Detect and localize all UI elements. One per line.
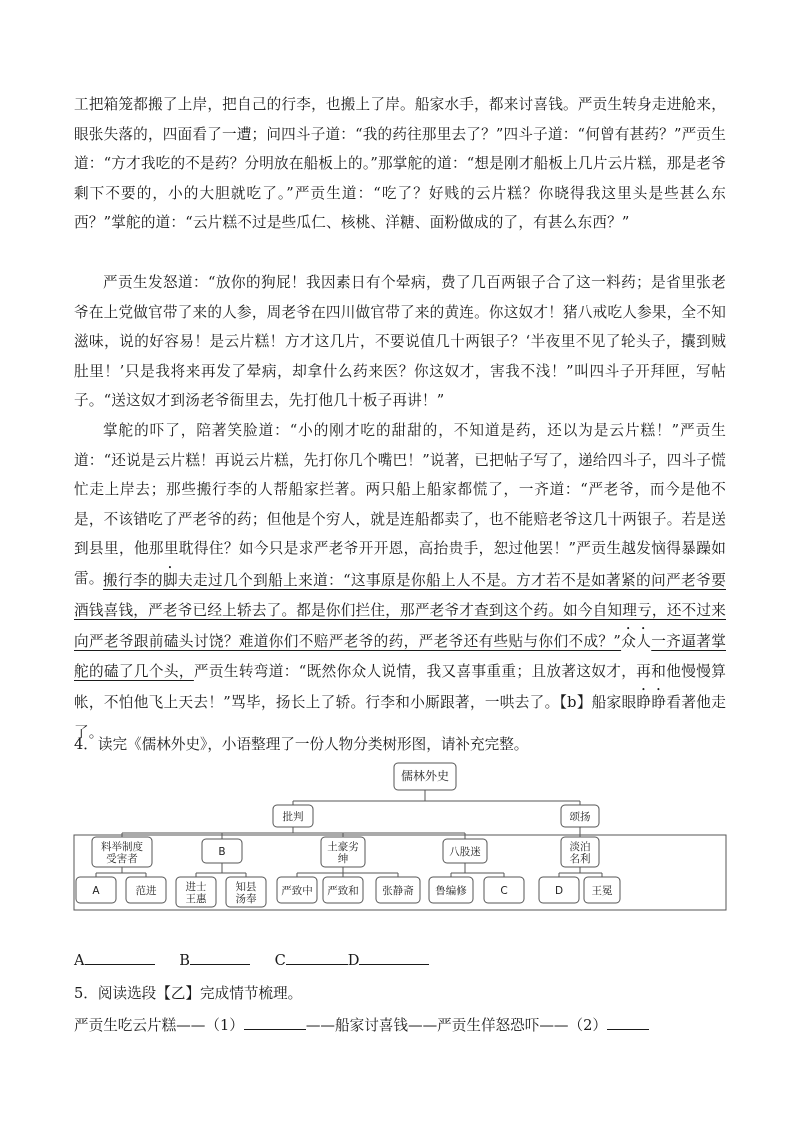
- tree-level2-label: 淡泊名利: [569, 841, 591, 865]
- underlined-text: 夫走过几个到船上来道：“这事原是你船上人不是。方才若不是如著紧的问严老爷要酒钱喜钱，严老爷已经上轿去了。都是你们拦住，那严老爷才查到这个药。如今自知理亏，还不过来向严老爷跟前磕头讨饶？难道你们不赔严老爷的药，严老爷还有些贴与你们不成？”: [74, 572, 726, 651]
- blank-b-input[interactable]: [190, 948, 250, 965]
- tree-level2-label: 八股迷: [449, 846, 481, 858]
- plot-chain-start: 严贡生吃云片糕——（1）: [74, 1017, 244, 1034]
- tree-leaf-label: A: [92, 885, 100, 897]
- paragraph-text: 严贡生转弯道：“既然你众人说情，我又喜事重重；且放著这奴才，再和他慢慢算帐，不怕他飞上天去！”骂毕，扬长上了轿。行李和小厮跟著，一哄去了。【b】船家眼: [74, 662, 726, 712]
- plot-chain-middle: ——船家讨喜钱——严贡生佯怒恐吓——（2）: [305, 1017, 607, 1034]
- paragraph-text: 掌舵的吓了，陪著笑脸道：“小的刚才吃的甜甜的，不知道是药，还以为是云片糕！”严贡生道：“还说是云片糕！再说云片糕，先打你几个嘴巴！”说著，已把帖子写了，递给四斗子，四斗子慌忙走上岸去；那些搬行李的人帮船家拦著。两只船上船家都慌了，一齐道：“严老爷，而今是他不是，不该错吃了严老爷的药；但他是个穷人，就是连船都卖了，也不能赔老爷这几十两银子。若是送到县里，他那里耽得住？如今只是求严老爷开开恩，高抬贵手，恕过他罢！”严贡生越发恼得暴躁如雷。: [74, 422, 726, 587]
- blank-d-input[interactable]: [359, 948, 429, 965]
- passage-paragraph-2: [74, 268, 726, 416]
- blank-label-c: C: [274, 952, 286, 969]
- character-tree-diagram: [0, 755, 800, 915]
- plot-blank-1-input[interactable]: [244, 1013, 306, 1030]
- tree-leaf-label: D: [554, 885, 564, 897]
- tree-leaf-label: 严致和: [327, 885, 359, 897]
- emphasized-char: 众人: [621, 633, 652, 651]
- tree-leaf-label: 张静斋: [382, 885, 414, 897]
- tree-leaf-label: 范进: [135, 885, 157, 897]
- tree-leaf-label: C: [500, 885, 508, 897]
- underlined-text: 搬行李的: [103, 572, 164, 589]
- blank-label-a: A: [74, 952, 85, 969]
- plot-blank-2-input[interactable]: [607, 1013, 649, 1030]
- emphasized-char: 脚: [163, 572, 179, 589]
- tree-level1-label: 批判: [282, 811, 304, 823]
- blank-label-b: B: [179, 952, 190, 969]
- blank-label-d: D: [347, 952, 360, 969]
- tree-level2-label: B: [218, 846, 226, 858]
- tree-leaf-label: 严致中: [281, 885, 313, 897]
- tree-leaf-label: 知县汤奉: [235, 881, 257, 905]
- tree-level2-label: 土豪劣绅: [327, 841, 359, 865]
- tree-leaf-label: 进士王惠: [185, 881, 207, 905]
- passage-paragraph-1: [74, 90, 726, 238]
- question-5-plot-chain: [74, 1013, 649, 1037]
- blank-a-input[interactable]: [85, 948, 155, 965]
- blank-c-input[interactable]: [286, 948, 348, 965]
- tree-root-label: 儒林外史: [400, 769, 450, 783]
- paragraph-text: 看著他走了。: [74, 694, 726, 741]
- question-5-prompt: 5．阅读选段【乙】完成情节梳理。: [74, 985, 303, 1002]
- emphasized-char: 睁睁: [636, 694, 667, 712]
- tree-leaf-label: 王冕: [591, 885, 613, 897]
- question-4-prompt: 4．读完《儒林外史》，小语整理了一份人物分类树形图，请补充完整。: [74, 736, 529, 753]
- tree-level1-label: 颂扬: [569, 811, 591, 823]
- passage-paragraph-4: [74, 564, 726, 748]
- question-4-answer-blanks: [74, 948, 429, 972]
- tree-level2-label: 料举制度受害者: [101, 841, 143, 865]
- paragraph-text: 严贡生发怒道：“放你的狗屁！我因素日有个晕病，费了几百两银子合了这一料药；是省里张老爷在上党做官带了来的人参，周老爷在四川做官带了来的黄连。你这奴才！猪八戒吃人参果，全不知滋味，说的好容易！是云片糕！方才这几片，不要说值几十两银子？‘半夜里不见了轮头子，攮到贼肚里！’只是我将来再发了晕病，却拿什么药来医？你这奴才，害我不浅！”叫四斗子开拜匣，写帖子。“送这奴才到汤老爷衙里去，先打他几十板子再讲！”: [74, 274, 726, 410]
- tree-leaf-label: 鲁编修: [435, 885, 467, 897]
- underlined-text: 一齐逼著掌舵的磕了几个头，: [74, 633, 726, 680]
- paragraph-text: 工把箱笼都搬了上岸，把自己的行李，也搬上了岸。船家水手，都来讨喜钱。严贡生转身走进舱来，眼张失落的，四面看了一遭；问四斗子道：“我的药往那里去了？”四斗子道：“何曾有甚药？”严贡生道：“方才我吃的不是药？分明放在船板上的。”那掌舵的道：“想是刚才船板上几片云片糕，那是老爷剩下不要的，小的大胆就吃了。”严贡生道：“吃了？好贱的云片糕？你晓得我这里头是些甚么东西？”掌舵的道：“云片糕不过是些瓜仁、核桃、洋糖、面粉做成的了，有甚么东西？”: [74, 96, 726, 232]
